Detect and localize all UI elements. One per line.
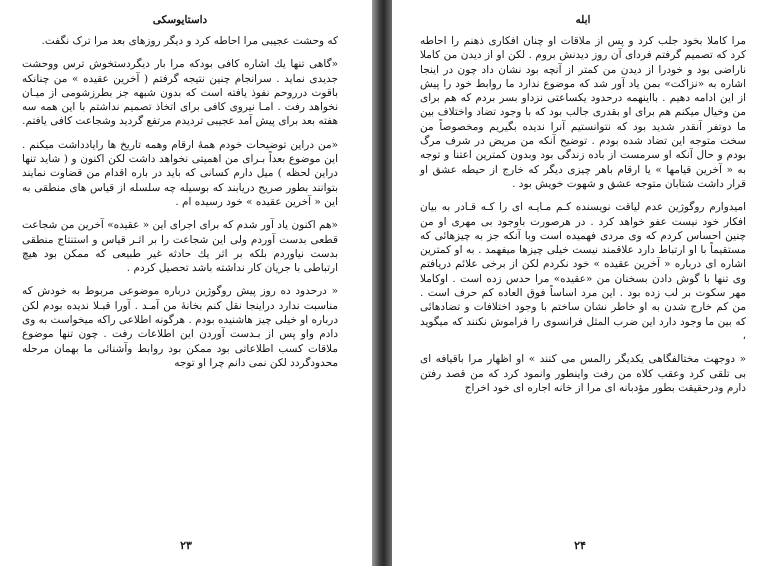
paragraph: امیدوارم روگوژین عدم لیاقت نویسنده کـم مـایـه ای را کـه قـادر به بیان افکار خود نیست عفو خواهد کرد . در هرصورت باوجود بی مهری او من چنین احساس کردم که وی مردی فهمیده است وبا آنکه جز به چیزهائی که مستقیماً با او ارتباط دارد علاقمند نیست خیلی چیزها میفهمد . به او کمترین اشاره ای درباره « آخرین عقیده » خود نکردم لکن از برخی علائم دریافتم وی تنها با گوش دادن بسخنان من «عقیده» مرا حدس زده است . اوکاملا مهر سکوت بر لب زده بود . این مرد اساساً فوق العاده کم حرف است . من کم خارج شدن به او خاطر نشان ساختم با وجود اختلافات و تضادهائی که بین ما وجود دارد این ضرب المثل فرانسوی را فراموش نکنند که میگوید ، [420, 201, 746, 342]
page-number: ۲۴ [574, 539, 586, 552]
body-text [420, 34, 746, 395]
body-text [22, 34, 338, 370]
paragraph: «گاهی تنها یك اشاره کافی بودکه مرا بار دیگردستخوش ترس ووحشت جدیدی نماید . سرانجام چنین نتیجه گرفتم ( آخرین عقیده » من چنانکه باقوت درروحم نفوذ یافته است که بدون شبهه جز بطرزشومی از میـان نخواهد رفت . امـا نیروی کافی برای اتخاذ تصمیم نداشتم با این همه سه هفته بعد برای پیش آمد عجیبی تردیدم مرتفع گردید وشجاعت کافی یافتم. [22, 58, 338, 128]
paragraph: «من دراین توضیحات خودم همهٔ ارقام وهمه تاریخ ها رایادداشت میکنم . این موضوع بعداً بـرای من اهمیتی نخواهد داشت لکن اکنون و ( شاید تنها دراین لحظه ) میل دارم کسانی که باید در باره اقدام من قضاوت نمایند بتوانند بطور صریح دریابند که بوسیله چه سلسله از قیاس های منطقی به این « آخرین عقیده » خود رسیده ام . [22, 138, 338, 208]
page-number: ۲۳ [180, 539, 192, 552]
running-header: ابله [575, 14, 591, 26]
paragraph: «هم اکنون یاد آور شدم که برای اجرای این « عقیده» آخرین من شجاعت قطعی بدست آوردم ولی این شجاعت را بر اثـر قیاس و استنتاج منطقی بدست نیاوردم بلکه بر اثر یك حادثه غیر طبیعی که ممکن بود هیچ ارتباطی با جریان کار نداشته باشد تحصیل کردم . [22, 219, 338, 275]
left-page [0, 0, 372, 566]
running-header: داستایوسکی [152, 14, 208, 26]
paragraph: مرا کاملا بخود جلب کرد و پس از ملاقات او چنان افکاری ذهنم را احاطه کرد که تصمیم گرفتم فردای آن روز دیدنش بروم . لکن او از دیدن من کاملا ناراضی بود و خودرا از دیدن من کمتر از آنچه بود نشان داد چون در اینجا اشاره به «نزاکت» بمن یاد آور شد که موضوع ندارد ما روابط خود را پیش از این ادامه دهیم . بااینهمه درحدود یکساعتی نزداو بسر بردم که هم برای من وخیال میکنم هم برای او بقدری جالب بود که با وجود تضاد واختلاف بین ما دوتفر آنقدر شدید بود که نتوانستیم آنرا ندیده بگیریم ومخصوصاً من سخت متوجه این تضاد شده بودم . توضیح آنکه من مریض در شرف مرگ بودم و حال آنکه او سرمست از باده زندگی بود وبدون کمترین اعتنا و توجه به « آخرین قیامها » یا ارقام باهر چیزی دیگر که خارج از حیطه عشق او قرار داشت شتابان متوجه عشق و شهوت خویش بود . [420, 35, 746, 190]
paragraph: که وحشت عجیبی مرا احاطه کرد و دیگر روزهای بعد مرا ترک نگفت. [41, 35, 338, 47]
paragraph: « درحدود ده روز پیش روگوژین درباره موضوعی مربوط به خودش که مناسبت ندارد دراینجا نقل کنم بخانهٔ من آمـد . آورا قبـلا ندیده بودم لکن درباره او خیلی چیز هاشنیده بودم . هرگونه اطلاعی راکه میخواست به وی دادم واو پس از بـدست آوردن این اطلاعات رفت . چون تنها موضوع ملاقات کسب اطلاعاتی بود ممکن بود روابط وآشنائی ما بهمان مرحله محدودگردد لکن نمی دانم چرا او توجه [22, 285, 338, 369]
paragraph: « دوجهت مختالفگاهی یکدیگر رالمس می کنند » او اظهار مرا باقیافه ای بی تلقی کرد وعقب کلاه من رفت واینطور وانمود کرد که من قصد رفتن دارم ودرحقیقت بطور مؤدبانه ای مرا از خانه اجاره ای خود اخراج [420, 353, 746, 394]
book-gutter [372, 0, 392, 566]
right-page [392, 0, 768, 566]
